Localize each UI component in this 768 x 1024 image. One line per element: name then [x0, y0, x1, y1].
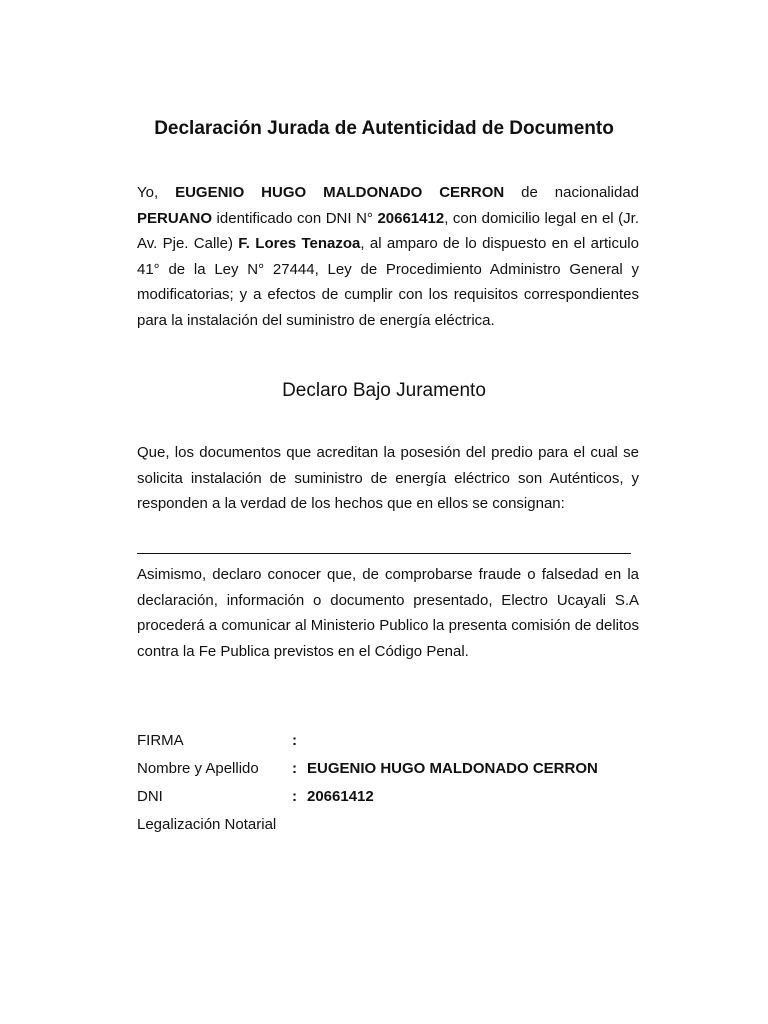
declaration-subtitle: Declaro Bajo Juramento: [282, 380, 486, 401]
blank-line-divider: [137, 553, 631, 554]
dni-label: DNI: [137, 788, 163, 805]
legalizacion-label: Legalización Notarial: [137, 816, 277, 833]
declarant-paragraph: [137, 180, 639, 333]
legal-text: , al amparo de lo dispuesto en el articulo 41° de la Ley N° 27444, Ley de Procedimiento Administro General y modificatorias; y a efectos de cumplir con los requisitos correspondientes para la instalación del suministro de energía eléctrica.: [137, 235, 639, 329]
dni-value: 20661412: [377, 209, 445, 227]
dni-text: identificado con DNI N°: [212, 209, 378, 227]
nombre-value: EUGENIO HUGO MALDONADO CERRON: [307, 760, 598, 777]
fraud-notice-paragraph: Asimismo, declaro conocer que, de comprobarse fraude o falsedad en la declaración, información o documento presentado, Electro Ucayali S.A procederá a comunicar al Ministerio Publico la presenta comisión de delitos contra la Fe Publica previstos en el Código Penal.: [137, 566, 639, 660]
firma-colon: :: [292, 732, 297, 749]
address-value: F. Lores Tenazoa: [238, 235, 361, 252]
dni-colon: :: [292, 788, 297, 805]
intro-text: Yo,: [137, 184, 176, 201]
nationality-value: PERUANO: [137, 209, 213, 227]
address-text: , con domicilio legal en el (Jr. Av. Pje. Calle): [137, 209, 639, 252]
declarant-name: EUGENIO HUGO MALDONADO CERRON: [175, 184, 505, 201]
nombre-colon: :: [292, 760, 297, 777]
nationality-text: de nacionalidad: [504, 184, 640, 201]
dni-field-value: 20661412: [307, 788, 374, 805]
firma-label: FIRMA: [137, 732, 184, 749]
nombre-label: Nombre y Apellido: [137, 760, 259, 777]
document-title: Declaración Jurada de Autenticidad de Documento: [154, 118, 614, 139]
authenticity-paragraph: Que, los documentos que acreditan la posesión del predio para el cual se solicita instalación de suministro de energía eléctrico son Auténticos, y responden a la verdad de los hechos que en ellos se consignan:: [137, 444, 639, 512]
